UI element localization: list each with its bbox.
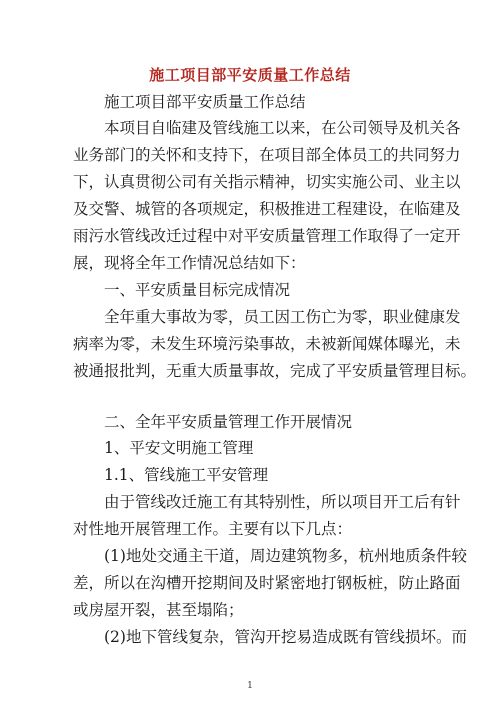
subsection-heading: 1、平安文明施工管理 [104,439,254,457]
section-heading: 一、平安质量目标完成情况 [104,281,291,299]
paragraph-line: 被通报批判，无重大质量事故，完成了平安质量管理目标。 [73,362,477,380]
paragraph-line: 由于管线改迁施工有其特别性，所以项目开工后有针 [104,493,461,511]
paragraph-line: 下，认真贯彻公司有关指示精神，切实实施公司、业主以 [73,173,461,191]
list-item-line: (2)地下管线复杂，管沟开挖易造成既有管线损坏。而 [104,628,467,646]
paragraph-line: 业务部门的关怀和支持下，在项目部全体员工的共同努力 [73,146,461,164]
subtitle-line: 施工项目部平安质量工作总结 [104,93,306,111]
page-number: 1 [247,681,253,691]
paragraph-line: 及交警、城管的各项规定，积极推进工程建设，在临建及 [73,200,461,218]
list-item-line: 差，所以在沟槽开挖期间及时紧密地打钢板桩，防止路面 [73,574,461,592]
list-item-line: (1)地处交通主干道，周边建筑物多，杭州地质条件较 [104,547,467,565]
section-heading: 二、全年平安质量管理工作开展情况 [104,413,353,431]
paragraph-line: 病率为零，未发生环境污染事故，未被新闻媒体曝光，未 [73,335,461,353]
paragraph-line: 本项目自临建及管线施工以来，在公司领导及机关各 [104,119,461,137]
paragraph-line: 对性地开展管理工作。主要有以下几点： [73,520,353,538]
paragraph-line: 展，现将全年工作情况总结如下： [73,254,306,272]
document-title: 施工项目部平安质量工作总结 [149,66,351,84]
paragraph-line: 全年重大事故为零，员工因工伤亡为零，职业健康发 [104,308,461,326]
list-item-line: 或房屋开裂，甚至塌陷； [73,601,244,619]
subsection-heading: 1.1、管线施工平安管理 [104,466,269,484]
paragraph-line: 雨污水管线改迁过程中对平安质量管理工作取得了一定开 [73,227,461,245]
